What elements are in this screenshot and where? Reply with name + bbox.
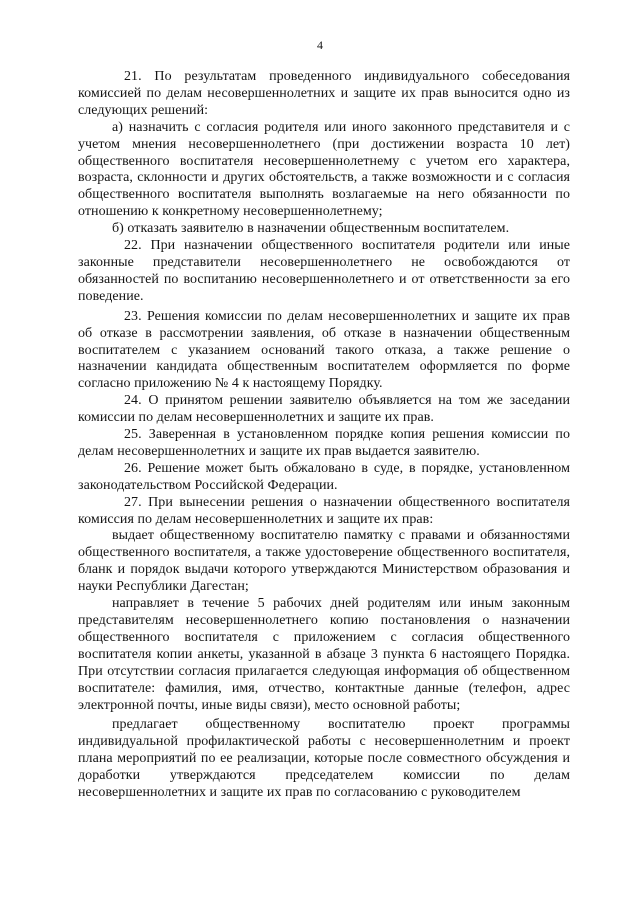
paragraph-21: 21. По результатам проведенного индивидуального собеседования комиссией по делам несовершеннолетних и защите их прав выносится одно из следующих решений: bbox=[78, 69, 570, 118]
paragraph-24: 24. О принятом решении заявителю объявляется на том же заседании комиссии по делам несовершеннолетних и защите их прав. bbox=[78, 393, 570, 426]
paragraph-27-issues: выдает общественному воспитателю памятку с правами и обязанностями общественного воспитателя, а также удостоверение общественного воспитателя, бланк и порядок выдачи которого утверждаются Министерством образования и науки Республики Дагестан; bbox=[78, 528, 570, 595]
paragraph-27: 27. При вынесении решения о назначении общественного воспитателя комиссия по делам несовершеннолетних и защите их прав: bbox=[78, 494, 570, 527]
document-body bbox=[78, 69, 570, 802]
paragraph-27-sends: направляет в течение 5 рабочих дней родителям или иным законным представителям несовершеннолетнего копию постановления о назначении общественного воспитателя с приложением с согласия общественного воспитателя копии анкеты, указанной в абзаце 3 пункта 6 настоящего Порядка. При отсутствии согласия прилагается следующая информация об общественном воспитателе: фамилия, имя, отчество, контактные данные (телефон, адрес электронной почты, иные виды связи), место основной работы; bbox=[78, 596, 570, 713]
paragraph-25: 25. Заверенная в установленном порядке копия решения комиссии по делам несовершеннолетних и защите их прав выдается заявителю. bbox=[78, 427, 570, 459]
paragraph-21-a: а) назначить с согласия родителя или иного законного представителя и с учетом мнения несовершеннолетнего (при достижении возраста 10 лет) общественного воспитателя несовершеннолетнему с учетом его характера, возраста, склонности и других обстоятельств, а также возможности и с согласия общественного воспитателя выполнять возлагаемые на него обязанности по отношению к конкретному несовершеннолетнему; bbox=[78, 119, 570, 220]
paragraph-26: 26. Решение может быть обжаловано в суде, в порядке, установленном законодательством Российской Федерации. bbox=[78, 460, 570, 493]
paragraph-21-b: б) отказать заявителю в назначении общественным воспитателем. bbox=[112, 221, 510, 237]
page-number: 4 bbox=[317, 38, 323, 52]
paragraph-23: 23. Решения комиссии по делам несовершеннолетних и защите их прав об отказе в рассмотрении заявления, об отказе в назначении общественным воспитателем с указанием оснований такого отказа, а также решение о назначении кандидата общественным воспитателем оформляется по форме согласно приложению № 4 к настоящему Порядку. bbox=[78, 308, 570, 392]
paragraph-22: 22. При назначении общественного воспитателя родители или иные законные представители несовершеннолетнего не освобождаются от обязанностей по воспитанию несовершеннолетнего и от ответственности за его поведение. bbox=[78, 238, 570, 304]
paragraph-27-proposes: предлагает общественному воспитателю проект программы индивидуальной профилактической работы с несовершеннолетним и проект плана мероприятий по ее реализации, которые после совместного обсуждения и доработки утверждаются председателем комиссии по делам несовершеннолетних и защите их прав по согласованию с руководителем bbox=[78, 717, 570, 801]
